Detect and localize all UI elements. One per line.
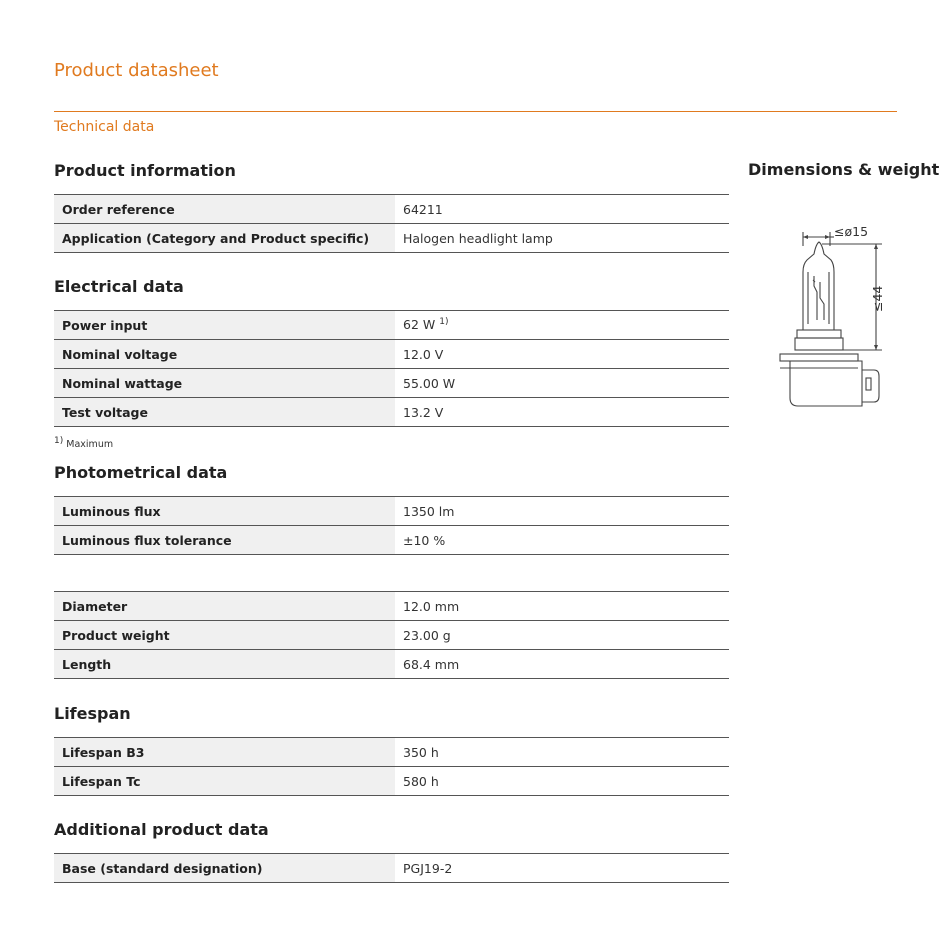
row-value: Halogen headlight lamp xyxy=(395,224,729,253)
table-row xyxy=(54,224,729,253)
row-label: Lifespan B3 xyxy=(54,738,395,767)
table-row xyxy=(54,398,729,427)
row-label: Luminous flux tolerance xyxy=(54,526,395,555)
footnote-ref: 1) xyxy=(439,317,449,328)
table-row xyxy=(54,738,729,767)
photometrical-data-table xyxy=(54,496,729,555)
section-title-additional-product-data: Additional product data xyxy=(54,820,269,839)
row-value: 64211 xyxy=(395,195,729,224)
row-value: 580 h xyxy=(395,767,729,796)
row-label: Base (standard designation) xyxy=(54,854,395,883)
section-title-electrical-data: Electrical data xyxy=(54,277,184,296)
section-title-photometrical-data: Photometrical data xyxy=(54,463,228,482)
row-value: 23.00 g xyxy=(395,621,729,650)
electrical-data-table xyxy=(54,310,729,427)
row-value: 68.4 mm xyxy=(395,650,729,679)
power-input-value: 62 W xyxy=(403,317,436,333)
table-row xyxy=(54,195,729,224)
row-value: PGJ19-2 xyxy=(395,854,729,883)
table-row xyxy=(54,311,729,340)
row-label: Lifespan Tc xyxy=(54,767,395,796)
filament-shape xyxy=(814,276,824,320)
additional-product-data-table xyxy=(54,853,729,883)
lifespan-table xyxy=(54,737,729,796)
table-row xyxy=(54,592,729,621)
table-row xyxy=(54,767,729,796)
row-label: Length xyxy=(54,650,395,679)
table-row xyxy=(54,369,729,398)
table-row xyxy=(54,854,729,883)
footnote xyxy=(54,436,113,450)
row-label: Application (Category and Product specific) xyxy=(54,224,395,253)
row-label: Nominal voltage xyxy=(54,340,395,369)
product-information-table xyxy=(54,194,729,253)
row-label: Nominal wattage xyxy=(54,369,395,398)
row-value: 13.2 V xyxy=(395,398,729,427)
table-row xyxy=(54,497,729,526)
dimension-arrow-icon xyxy=(874,345,878,350)
row-label: Product weight xyxy=(54,621,395,650)
table-row xyxy=(54,526,729,555)
diameter-label: ≤ø15 xyxy=(834,224,869,239)
dimension-arrow-icon xyxy=(803,235,808,239)
row-value xyxy=(395,311,729,340)
dimension-arrow-icon xyxy=(825,235,830,239)
row-value: 12.0 V xyxy=(395,340,729,369)
row-value: 1350 lm xyxy=(395,497,729,526)
row-label: Order reference xyxy=(54,195,395,224)
row-value: 350 h xyxy=(395,738,729,767)
table-row xyxy=(54,621,729,650)
dimension-arrow-icon xyxy=(874,244,878,249)
table-row xyxy=(54,340,729,369)
row-value: 55.00 W xyxy=(395,369,729,398)
lamp-dimension-drawing xyxy=(770,220,910,420)
lamp-neck-shape xyxy=(795,338,843,350)
row-label: Diameter xyxy=(54,592,395,621)
footnote-mark: 1) xyxy=(54,436,64,446)
dimensions-weight-title: Dimensions & weight xyxy=(748,160,940,179)
page-title: Product datasheet xyxy=(54,60,219,81)
footnote-text: Maximum xyxy=(66,439,114,451)
title-divider xyxy=(54,111,897,112)
section-title-product-information: Product information xyxy=(54,161,236,180)
dimensions-table xyxy=(54,591,729,679)
row-label: Test voltage xyxy=(54,398,395,427)
row-label: Power input xyxy=(54,311,395,340)
table-row xyxy=(54,650,729,679)
lamp-collar-shape xyxy=(797,330,841,338)
row-label: Luminous flux xyxy=(54,497,395,526)
page-subtitle: Technical data xyxy=(54,119,155,135)
lamp-flange-shape xyxy=(780,354,858,361)
section-title-lifespan: Lifespan xyxy=(54,704,131,723)
height-label: ≤44 xyxy=(870,285,885,312)
row-value: 12.0 mm xyxy=(395,592,729,621)
row-value: ±10 % xyxy=(395,526,729,555)
